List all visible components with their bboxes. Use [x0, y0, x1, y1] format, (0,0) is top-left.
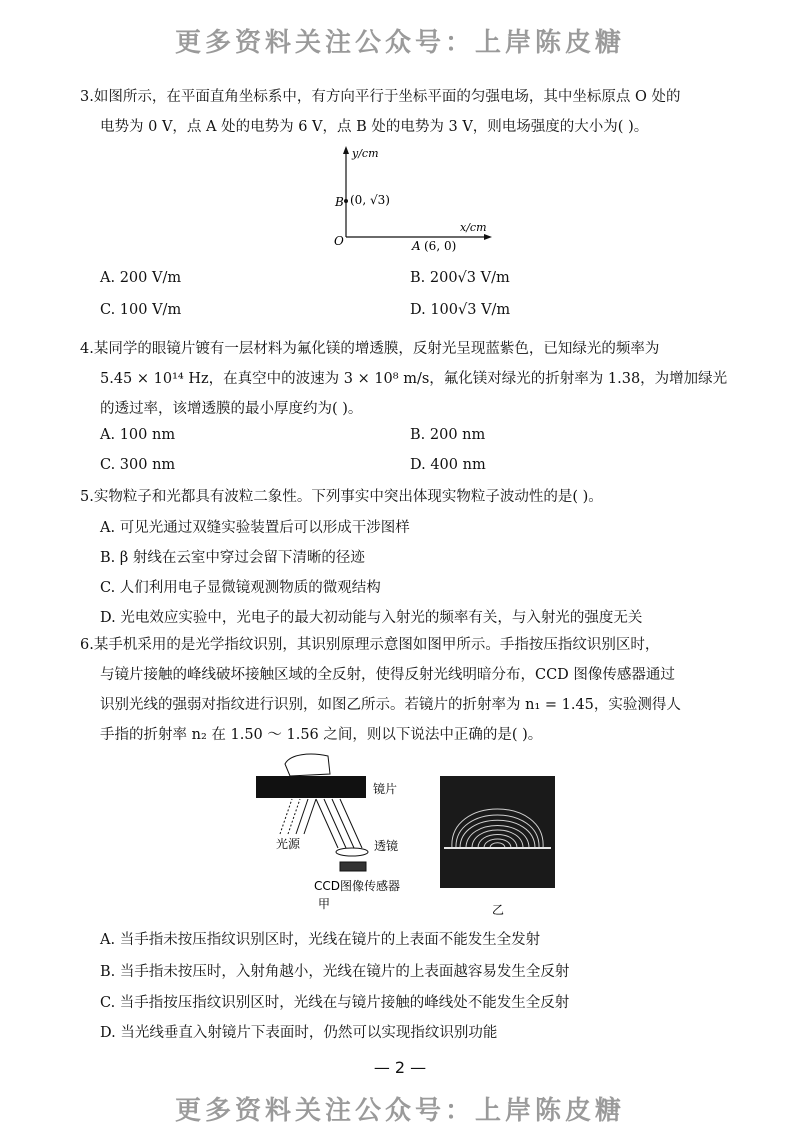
question-6	[80, 630, 730, 750]
x-axis-arrow	[484, 234, 492, 240]
q4-number: 4.	[80, 341, 94, 357]
q5-option-d: D. 光电效应实验中，光电子的最大初动能与入射光的频率有关，与入射光的强度无关	[100, 610, 643, 626]
watermark-top: 更多资料关注公众号：上岸陈皮糖	[174, 28, 625, 58]
origin-label: O	[334, 234, 344, 248]
q3-option-c: C. 100 V/m	[100, 302, 182, 318]
q6-figure-jia	[250, 752, 420, 914]
q5-number: 5.	[80, 489, 94, 505]
q6-line-4: 手指的折射率 n₂ 在 1.50 ～ 1.56 之间，则以下说法中正确的是( )。	[100, 727, 543, 743]
fingerprint-image-background	[440, 776, 555, 888]
q4-option-d: D. 400 nm	[410, 457, 486, 473]
q6-line-2: 与镜片接触的峰线破坏接触区域的全反射，使得反射光线明暗分布，CCD 图像传感器通过	[100, 667, 675, 683]
q4-line-3: 的透过率，该增透膜的最小厚度约为( )。	[100, 401, 363, 417]
q6-figure-yi	[440, 776, 555, 920]
q5-option-b: B. β 射线在云室中穿过会留下清晰的径迹	[100, 550, 365, 566]
q4-option-b: B. 200 nm	[410, 427, 486, 443]
y-axis-label: y/cm	[352, 147, 379, 160]
q3-line-1: 3.如图所示，在平面直角坐标系中，有方向平行于坐标平面的匀强电场，其中坐标原点 O 处的	[80, 89, 681, 105]
page-number: — 2 —	[373, 1058, 427, 1077]
question-3	[80, 82, 730, 142]
q4-option-c: C. 300 nm	[100, 457, 176, 473]
figure-yi-caption: 乙	[492, 903, 505, 917]
q6-number: 6.	[80, 637, 94, 653]
point-b-coord: (0, √3)	[350, 193, 390, 207]
q3-option-b: B. 200√3 V/m	[410, 270, 510, 286]
q4-option-a: A. 100 nm	[100, 427, 176, 443]
q5-stem: 5.实物粒子和光都具有波粒二象性。下列事实中突出体现实物粒子波动性的是( )。	[80, 489, 603, 505]
finger-drawing	[285, 754, 330, 776]
q6-line-3: 识别光线的强弱对指纹进行识别，如图乙所示。若镜片的折射率为 n₁ = 1.45，实验测得人	[100, 697, 681, 713]
question-4	[80, 334, 730, 424]
y-axis-arrow	[343, 146, 349, 154]
q4-line-1: 4.某同学的眼镜片镀有一层材料为氟化镁的增透膜，反射光呈现蓝紫色，已知绿光的频率为	[80, 341, 660, 357]
figure-jia-caption: 甲	[318, 897, 331, 911]
q4-line-2: 5.45 × 10¹⁴ Hz，在真空中的波速为 3 × 10⁸ m/s，氟化镁对绿光的折射率为 1.38，为增加绿光	[100, 371, 728, 387]
x-axis-label: x/cm	[460, 221, 487, 234]
q6-option-c: C. 当手指按压指纹识别区时，光线在与镜片接触的峰线处不能发生全反射	[100, 995, 570, 1011]
q6-line-1: 6.某手机采用的是光学指纹识别，其识别原理示意图如图甲所示。手指按压指纹识别区时，	[80, 637, 660, 653]
q3-option-a: A. 200 V/m	[100, 270, 182, 286]
q5-option-a: A. 可见光通过双缝实验装置后可以形成干涉图样	[100, 520, 410, 536]
q5-option-c: C. 人们利用电子显微镜观测物质的微观结构	[100, 580, 381, 596]
lens-plate	[256, 776, 366, 798]
convex-lens-label: 透镜	[374, 839, 399, 853]
point-a-label: A	[412, 239, 421, 253]
ccd-sensor	[340, 862, 366, 871]
question-5	[80, 482, 730, 512]
watermark-bottom: 更多资料关注公众号：上岸陈皮糖	[174, 1096, 625, 1126]
q3-line-2: 电势为 0 V，点 A 处的电势为 6 V，点 B 处的电势为 3 V，则电场强度的大小为( )。	[100, 119, 649, 135]
light-source-label: 光源	[276, 837, 301, 851]
point-a-coord: (6, 0)	[424, 239, 457, 253]
ccd-sensor-label: CCD图像传感器	[314, 879, 400, 893]
point-b	[344, 199, 348, 203]
q3-coordinate-figure	[320, 142, 500, 254]
convex-lens	[336, 848, 368, 856]
q6-option-d: D. 当光线垂直入射镜片下表面时，仍然可以实现指纹识别功能	[100, 1025, 498, 1041]
q3-option-d: D. 100√3 V/m	[410, 302, 511, 318]
lens-label: 镜片	[373, 782, 398, 796]
q6-option-b: B. 当手指未按压时，入射角越小，光线在镜片的上表面越容易发生全反射	[100, 964, 570, 980]
point-b-label: B	[335, 195, 344, 209]
q3-number: 3.	[80, 89, 94, 105]
q6-option-a: A. 当手指未按压指纹识别区时，光线在镜片的上表面不能发生全发射	[100, 932, 541, 948]
